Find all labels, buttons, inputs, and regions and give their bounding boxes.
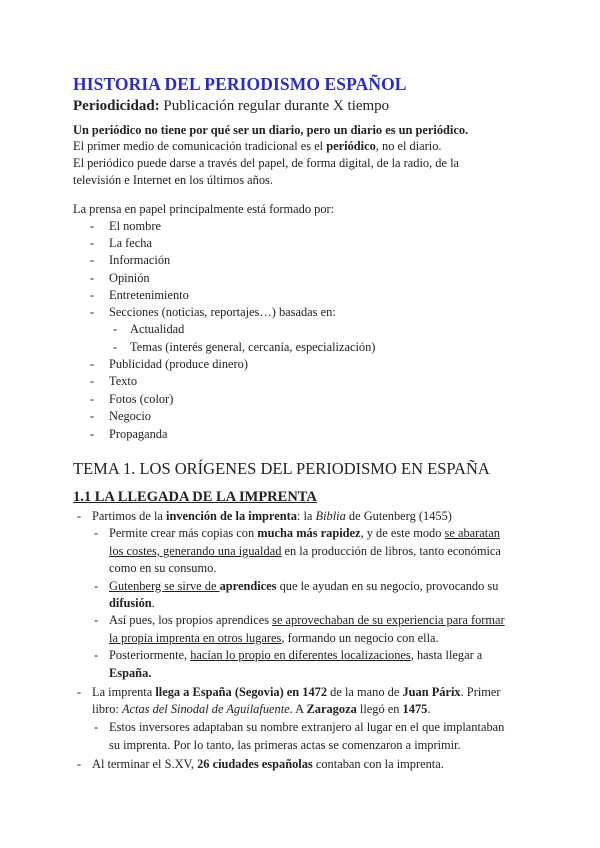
text-run: El primer medio de comunicación tradicional es el bbox=[73, 139, 327, 153]
text-run: . Primer bbox=[460, 685, 501, 699]
sub-3-line-1 bbox=[109, 612, 505, 628]
text-run: La imprenta bbox=[92, 685, 156, 699]
text-run: , no el diario. bbox=[375, 139, 442, 153]
list-dash: - bbox=[94, 579, 99, 593]
text-run-underline: Gutenberg se sirve de bbox=[109, 579, 220, 593]
list-item: Negocio bbox=[109, 409, 151, 423]
text-run-underline: hacían lo propio en diferentes localizaciones bbox=[190, 648, 411, 662]
text-run: Al terminar el S.XV, bbox=[92, 757, 198, 771]
list-dash: - bbox=[90, 271, 95, 285]
list-dash: - bbox=[94, 720, 99, 734]
text-run: de Gutenberg (1455) bbox=[345, 509, 452, 523]
list-dash: - bbox=[90, 409, 95, 423]
list-item: Propaganda bbox=[109, 427, 168, 441]
text-run: de la mano de bbox=[327, 685, 403, 699]
paragraph-3 bbox=[92, 756, 444, 772]
text-run-underline: la propia imprenta en otros lugares bbox=[109, 631, 282, 645]
paragraph-2-line-2 bbox=[92, 701, 430, 717]
text-run: libro: bbox=[92, 702, 122, 716]
periodicidad-label: Periodicidad: bbox=[73, 98, 160, 114]
text-run: , y de este modo bbox=[360, 526, 445, 540]
prensa-intro: La prensa en papel principalmente está formado por: bbox=[73, 202, 335, 216]
intro-line-4: televisión e Internet en los últimos años. bbox=[73, 173, 273, 187]
text-run: , formando un negocio con ella. bbox=[281, 631, 439, 645]
text-run-bold: difusión bbox=[109, 596, 152, 610]
text-run: Permite crear más copias con bbox=[109, 526, 258, 540]
periodicidad-text: Publicación regular durante X tiempo bbox=[159, 98, 390, 114]
text-run-bold: invención de la imprenta bbox=[166, 509, 297, 523]
list-dash: - bbox=[90, 357, 95, 371]
text-run-bold: 26 ciudades españolas bbox=[197, 757, 313, 771]
sub-1-line-2 bbox=[109, 543, 501, 559]
paragraph-1 bbox=[92, 508, 452, 524]
list-dash: - bbox=[77, 685, 82, 699]
text-run-italic: Actas del Sinodal de Aguilafuente bbox=[121, 702, 290, 716]
list-dash: - bbox=[77, 757, 82, 771]
list-dash: - bbox=[90, 374, 95, 388]
list-item: Fotos (color) bbox=[109, 392, 174, 406]
intro-line-3: El periódico puede darse a través del papel, de forma digital, de la radio, de la bbox=[73, 156, 460, 170]
text-run: , hasta llegar a bbox=[410, 648, 483, 662]
list-dash: - bbox=[77, 509, 82, 523]
text-run: que le ayudan en su negocio, provocando su bbox=[276, 579, 499, 593]
list-item: Opinión bbox=[109, 271, 150, 285]
text-run-underline: los costes, generando una igualdad bbox=[109, 544, 282, 558]
text-run: . bbox=[151, 596, 155, 610]
text-run-bold: aprendices bbox=[219, 579, 277, 593]
sub-5-line-1: Estos inversores adaptaban su nombre extranjero al lugar en el que implantaban bbox=[109, 720, 505, 734]
text-run-bold: llega a España (Segovia) en 1472 bbox=[155, 685, 328, 699]
text-run-italic: Biblia bbox=[315, 509, 346, 523]
sub-2-line-1 bbox=[109, 578, 498, 594]
text-run-bold: Zaragoza bbox=[306, 702, 357, 716]
list-item: Entretenimiento bbox=[109, 288, 189, 302]
text-run-bold: Juan Párix bbox=[402, 685, 461, 699]
list-subitem: Temas (interés general, cercanía, especialización) bbox=[130, 340, 376, 354]
text-run-bold: 1475 bbox=[402, 702, 428, 716]
paragraph-2-line-1 bbox=[92, 684, 501, 700]
sub-2-line-2 bbox=[109, 595, 155, 611]
list-subitem: Actualidad bbox=[130, 322, 185, 336]
sub-5-line-2: su imprenta. Por lo tanto, las primeras actas se comenzaron a imprimir. bbox=[109, 738, 461, 752]
sub-3-line-2 bbox=[109, 630, 439, 646]
list-dash: - bbox=[90, 219, 95, 233]
list-dash: - bbox=[90, 253, 95, 267]
list-dash: - bbox=[90, 427, 95, 441]
text-run-bold: mucha más rapidez bbox=[257, 526, 361, 540]
text-run: Posteriormente, bbox=[109, 648, 191, 662]
text-run: . A bbox=[289, 702, 307, 716]
text-run: en la producción de libros, tanto económica bbox=[281, 544, 501, 558]
list-item: Publicidad (produce dinero) bbox=[109, 357, 249, 371]
list-dash: - bbox=[90, 236, 95, 250]
list-dash: - bbox=[94, 648, 99, 662]
text-run-underline: se abaratan bbox=[444, 526, 500, 540]
list-item: Información bbox=[109, 253, 171, 267]
list-dash: - bbox=[94, 526, 99, 540]
list-dash: - bbox=[90, 288, 95, 302]
sub-1-line-3: como en su consumo. bbox=[109, 561, 217, 575]
periodicidad-line bbox=[73, 98, 389, 115]
text-run: Así pues, los propios aprendices bbox=[109, 613, 273, 627]
list-item: Secciones (noticias, reportajes…) basadas en: bbox=[109, 305, 336, 319]
list-dash: - bbox=[90, 392, 95, 406]
tema-1-heading: TEMA 1. LOS ORÍGENES DEL PERIODISMO EN ESPAÑA bbox=[73, 459, 490, 478]
list-item: La fecha bbox=[109, 236, 152, 250]
list-dash: - bbox=[113, 322, 118, 336]
list-dash: - bbox=[90, 305, 95, 319]
list-item: El nombre bbox=[109, 219, 161, 233]
list-dash: - bbox=[94, 613, 99, 627]
text-run: Partimos de la bbox=[92, 509, 166, 523]
sub-1-line-1 bbox=[109, 525, 500, 541]
document-title: HISTORIA DEL PERIODISMO ESPAÑOL bbox=[73, 74, 407, 94]
text-run: . bbox=[427, 702, 431, 716]
section-1-1-heading: 1.1 LA LLEGADA DE LA IMPRENTA bbox=[73, 489, 317, 505]
text-run: : la bbox=[296, 509, 316, 523]
intro-line-2 bbox=[73, 138, 442, 154]
sub-4-line-2: España. bbox=[109, 666, 152, 680]
list-item: Texto bbox=[109, 374, 138, 388]
text-run: contaban con la imprenta. bbox=[312, 757, 444, 771]
intro-bold-line: Un periódico no tiene por qué ser un diario, pero un diario es un periódico. bbox=[73, 123, 469, 137]
text-run-bold: periódico bbox=[326, 139, 376, 153]
sub-4-line-1 bbox=[109, 647, 482, 663]
text-run: llegó en bbox=[356, 702, 403, 716]
list-dash: - bbox=[113, 340, 118, 354]
text-run-underline: se aprovechaban de su experiencia para formar bbox=[272, 613, 505, 627]
